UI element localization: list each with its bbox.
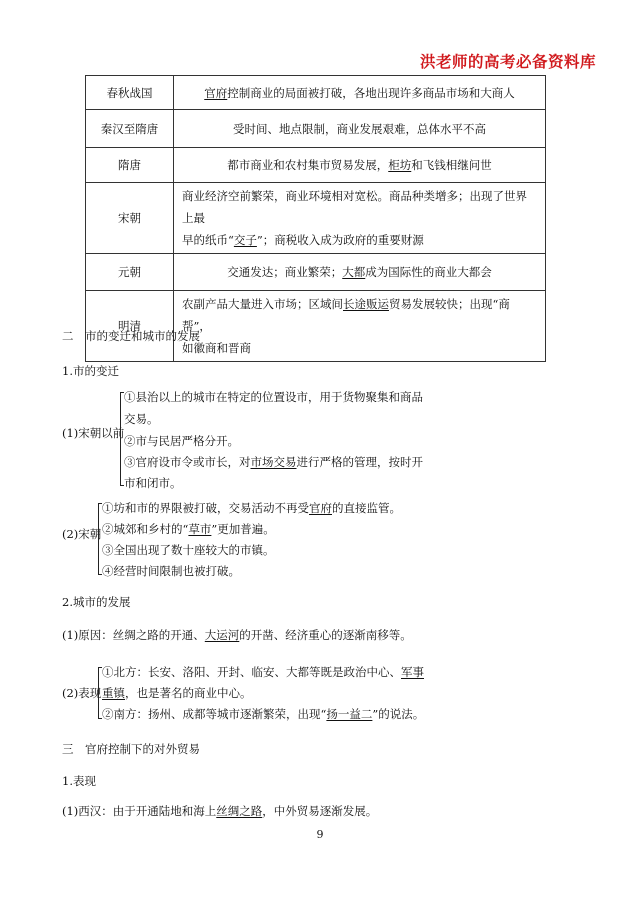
era-cell: 秦汉至隋唐 (86, 110, 174, 148)
desc-cell (174, 183, 546, 254)
text-run: 贸易发展较快；出现“商帮”， (182, 297, 510, 333)
text-run: ”更加普遍。 (211, 522, 275, 536)
text-run: (1)原因：丝绸之路的开通、 (62, 628, 205, 642)
text-run: 市和闭市。 (124, 476, 182, 490)
brace-item (124, 454, 423, 470)
underlined-term: 交子 (233, 233, 257, 247)
brace-item (124, 389, 423, 405)
text-run: ”；商税收入成为政府的重要财源 (256, 233, 424, 247)
brace-item (102, 500, 401, 516)
cell-line (182, 185, 537, 229)
brace-item (102, 685, 252, 701)
table-row (86, 254, 546, 291)
desc-cell (174, 110, 546, 148)
underlined-term: 草市 (188, 522, 212, 536)
paragraph (62, 803, 377, 819)
brace-item (102, 563, 240, 579)
text-run: ②南方：扬州、成都等城市逐渐繁荣，出现“ (102, 707, 327, 721)
text-run: ①北方：长安、洛阳、开封、临安、大都等既是政治中心、 (102, 665, 401, 679)
era-cell: 隋唐 (86, 148, 174, 183)
subsection-heading: 1.市的变迁 (62, 364, 119, 378)
cell-line (182, 229, 537, 251)
underlined-term: 扬一益二 (326, 707, 373, 721)
text-run: ，中外贸易逐渐发展。 (262, 804, 378, 818)
text-run: ③全国出现了数十座较大的市镇。 (102, 543, 275, 557)
page-number: 9 (316, 828, 324, 841)
era-cell: 春秋战国 (86, 76, 174, 110)
text-run: 受时间、地点限制，商业发展艰难，总体水平不高 (233, 121, 486, 136)
cell-line (182, 337, 537, 359)
table-row (86, 148, 546, 183)
underlined-term: 重镇 (102, 686, 125, 700)
text-run: 农副产品大量进入市场；区域间 (182, 297, 343, 311)
underlined-term: 军事 (401, 665, 424, 679)
brace-item (102, 521, 275, 537)
text-run: 控制商业的局面被打破，各地出现许多商品市场和大商人 (227, 85, 515, 100)
table-row (86, 183, 546, 254)
cell-line (182, 118, 537, 140)
brace-item (124, 411, 159, 427)
desc-cell (174, 254, 546, 291)
brace-item (124, 475, 182, 491)
desc-cell (174, 291, 546, 362)
cell-line (182, 82, 537, 104)
brace-label: (2)表现 (62, 686, 102, 700)
cell-line (182, 293, 537, 337)
underlined-term: 大都 (342, 265, 366, 279)
underlined-term: 市场交易 (250, 455, 297, 469)
text-run: ④经营时间限制也被打破。 (102, 564, 240, 578)
subsection-heading: 2.城市的发展 (62, 595, 131, 609)
table-row (86, 76, 546, 110)
text-run: 商业经济空前繁荣，商业环境相对宽松。商品种类增多；出现了世界上最 (182, 189, 527, 225)
text-run: (1)西汉：由于开通陆地和海上 (62, 804, 217, 818)
paragraph (62, 627, 412, 643)
text-run: ，也是著名的商业中心。 (125, 686, 252, 700)
text-run: 的直接监管。 (332, 501, 401, 515)
section-heading: 三 官府控制下的对外贸易 (62, 742, 200, 756)
table-row (86, 291, 546, 362)
text-run: 早的纸币“ (182, 233, 234, 247)
brace-label: (2)宋朝 (62, 527, 102, 541)
text-run: 成为国际性的商业大都会 (365, 265, 492, 279)
table-row (86, 110, 546, 148)
text-run: ①坊和市的界限被打破，交易活动不再受 (102, 501, 309, 515)
text-run: ②市与民居严格分开。 (124, 434, 239, 448)
text-run: 如徽商和晋商 (182, 341, 251, 355)
cell-line (182, 154, 537, 176)
text-run: 进行严格的管理，按时开 (296, 455, 423, 469)
underlined-term: 丝绸之路 (216, 804, 263, 818)
era-commerce-table (85, 75, 546, 362)
era-cell: 明清 (86, 291, 174, 362)
cell-line (182, 261, 537, 283)
era-cell: 宋朝 (86, 183, 174, 254)
underlined-term: 柜坊 (388, 158, 412, 172)
brace-item (102, 542, 275, 558)
era-cell: 元朝 (86, 254, 174, 291)
underlined-term: 长途贩运 (343, 297, 389, 311)
brand-watermark: 洪老师的高考必备资料库 (419, 53, 596, 71)
subsection-heading: 1.表现 (62, 774, 96, 788)
desc-cell (174, 148, 546, 183)
text-run: ③官府设市令或市长，对 (124, 455, 251, 469)
underlined-term: 官府 (204, 85, 228, 100)
brace-label: (1)宋朝以前 (62, 426, 125, 440)
text-run: 的开凿、经济重心的逐渐南移等。 (239, 628, 412, 642)
brace-item (102, 706, 424, 722)
brace-item (102, 664, 424, 680)
text-run: 和飞钱相继问世 (411, 158, 492, 172)
text-run: ②城郊和乡村的“ (102, 522, 189, 536)
text-run: 交易。 (124, 412, 159, 426)
text-run: 都市商业和农村集市贸易发展， (227, 158, 389, 172)
underlined-term: 官府 (309, 501, 332, 515)
brace-item (124, 433, 239, 449)
text-run: ”的说法。 (372, 707, 425, 721)
underlined-term: 大运河 (204, 628, 240, 642)
section-heading: 二 市的变迁和城市的发展 (62, 329, 200, 343)
text-run: 交通发达；商业繁荣； (227, 265, 343, 279)
text-run: ①县治以上的城市在特定的位置设市，用于货物聚集和商品 (124, 390, 423, 404)
desc-cell (174, 76, 546, 110)
